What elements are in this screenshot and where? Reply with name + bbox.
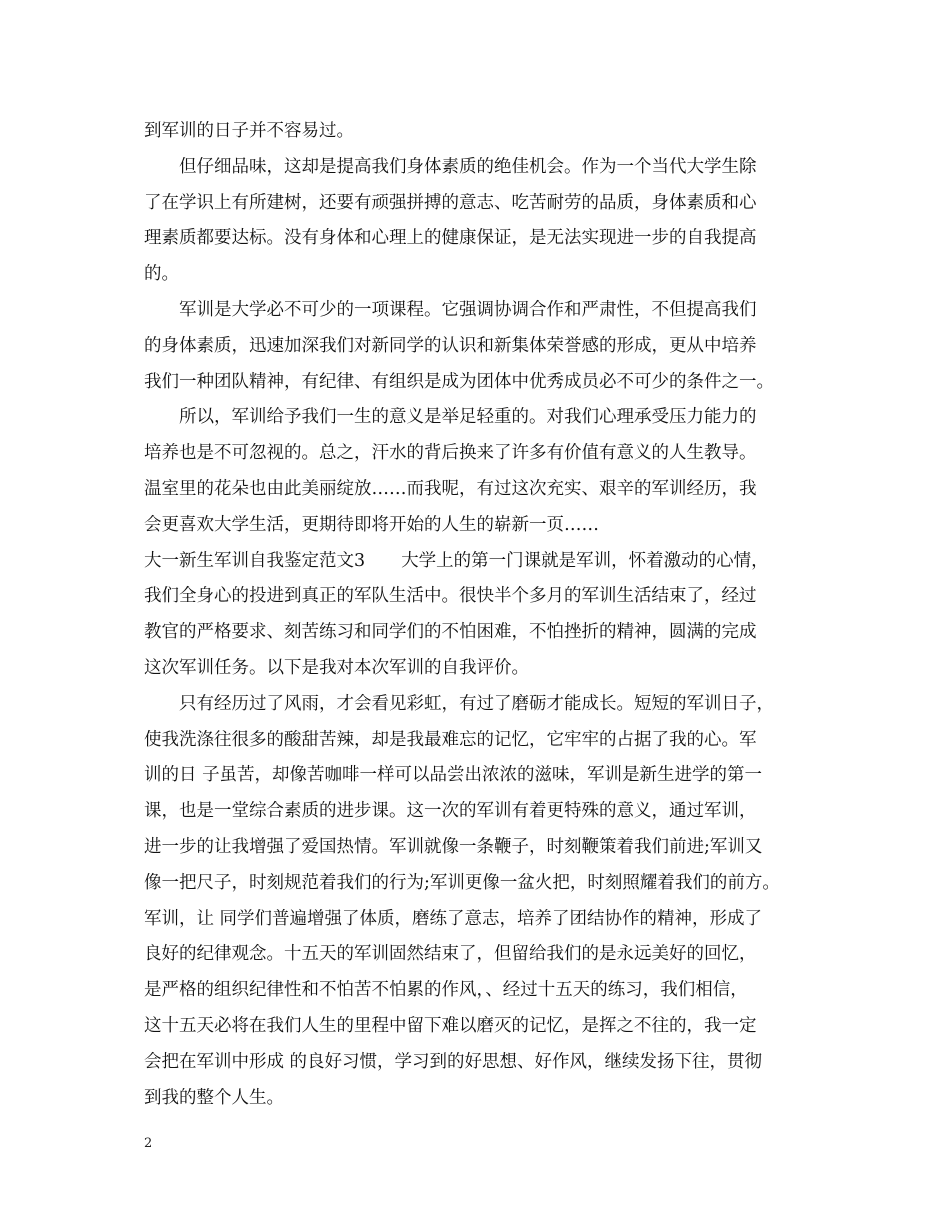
text-line: 的。 bbox=[144, 264, 179, 285]
text-line: 大学上的第一门课就是军训，怀着激动的心情， bbox=[401, 550, 769, 571]
text-line: 所以，军训给予我们一生的意义是举足轻重的。对我们心理承受压力能力的 bbox=[179, 407, 757, 428]
text-line: 温室里的花朵也由此美丽绽放……而我呢，有过这次充实、艰辛的军训经历，我 bbox=[144, 478, 757, 499]
body-text bbox=[144, 114, 824, 1116]
text-line: 良好的纪律观念。十五天的军训固然结束了，但留给我们的是永远美好的回忆， bbox=[144, 944, 757, 965]
text-line: 进一步的让我增强了爱国热情。军训就像一条鞭子，时刻鞭策着我们前进;军训又 bbox=[144, 836, 763, 857]
text-line: 的身体素质，迅速加深我们对新同学的认识和新集体荣誉感的形成，更从中培养 bbox=[144, 335, 757, 356]
text-line: 军训是大学必不可少的一项课程。它强调协调合作和严肃性，不但提高我们 bbox=[179, 299, 757, 320]
page-number: 2 bbox=[144, 1136, 153, 1151]
text-line: 训的日 子虽苦，却像苦咖啡一样可以品尝出浓浓的滋味，军训是新生进学的第一 bbox=[144, 765, 763, 786]
text-line: 但仔细品味，这却是提高我们身体素质的绝佳机会。作为一个当代大学生除 bbox=[179, 156, 757, 177]
text-line: 会更喜欢大学生活，更期待即将开始的人生的崭新一页…… bbox=[144, 514, 599, 535]
text-line: 会把在军训中形成 的良好习惯，学习到的好思想、好作风，继续发扬下往，贯彻 bbox=[144, 1051, 763, 1072]
section-heading-line bbox=[144, 544, 824, 580]
text-line: 培养也是不可忽视的。总之，汗水的背后换来了许多有价值有意义的人生教导。 bbox=[144, 443, 757, 464]
text-line: 这十五天必将在我们人生的里程中留下难以磨灭的记忆，是挥之不往的，我一定 bbox=[144, 1015, 757, 1036]
text-line: 理素质都要达标。没有身体和心理上的健康保证，是无法实现进一步的自我提高 bbox=[144, 228, 757, 249]
text-line: 是严格的组织纪律性和不怕苦不怕累的作风，、经过十五天的练习，我们相信， bbox=[144, 980, 748, 1001]
text-line: 我们全身心的投进到真正的军队生活中。很快半个多月的军训生活结束了，经过 bbox=[144, 586, 757, 607]
text-line: 课，也是一堂综合素质的进步课。这一次的军训有着更特殊的意义，通过军训， bbox=[144, 801, 757, 822]
text-line: 像一把尺子，时刻规范着我们的行为;军训更像一盆火把，时刻照耀着我们的前方。 bbox=[144, 872, 780, 893]
text-line: 教官的严格要求、刻苦练习和同学们的不怕困难，不怕挫折的精神，圆满的完成 bbox=[144, 622, 757, 643]
text-line: 到我的整个人生。 bbox=[144, 1087, 284, 1108]
text-line: 使我洗涤往很多的酸甜苦辣，却是我最难忘的记忆，它牢牢的占据了我的心。军 bbox=[144, 729, 757, 750]
text-line: 这次军训任务。以下是我对本次军训的自我评价。 bbox=[144, 657, 529, 678]
text-line: 了在学识上有所建树，还要有顽强拼搏的意志、吃苦耐劳的品质，身体素质和心 bbox=[144, 192, 757, 213]
text-line: 我们一种团队精神，有纪律、有组织是成为团体中优秀成员必不可少的条件之一。 bbox=[144, 371, 774, 392]
section-heading: 大一新生军训自我鉴定范文3 bbox=[144, 550, 366, 571]
text-line: 只有经历过了风雨，才会看见彩虹，有过了磨砺才能成长。短短的军训日子， bbox=[179, 693, 774, 714]
text-line: 军训，让 同学们普遍增强了体质，磨练了意志，培养了团结协作的精神，形成了 bbox=[144, 908, 763, 929]
text-line: 到军训的日子并不容易过。 bbox=[144, 121, 354, 141]
